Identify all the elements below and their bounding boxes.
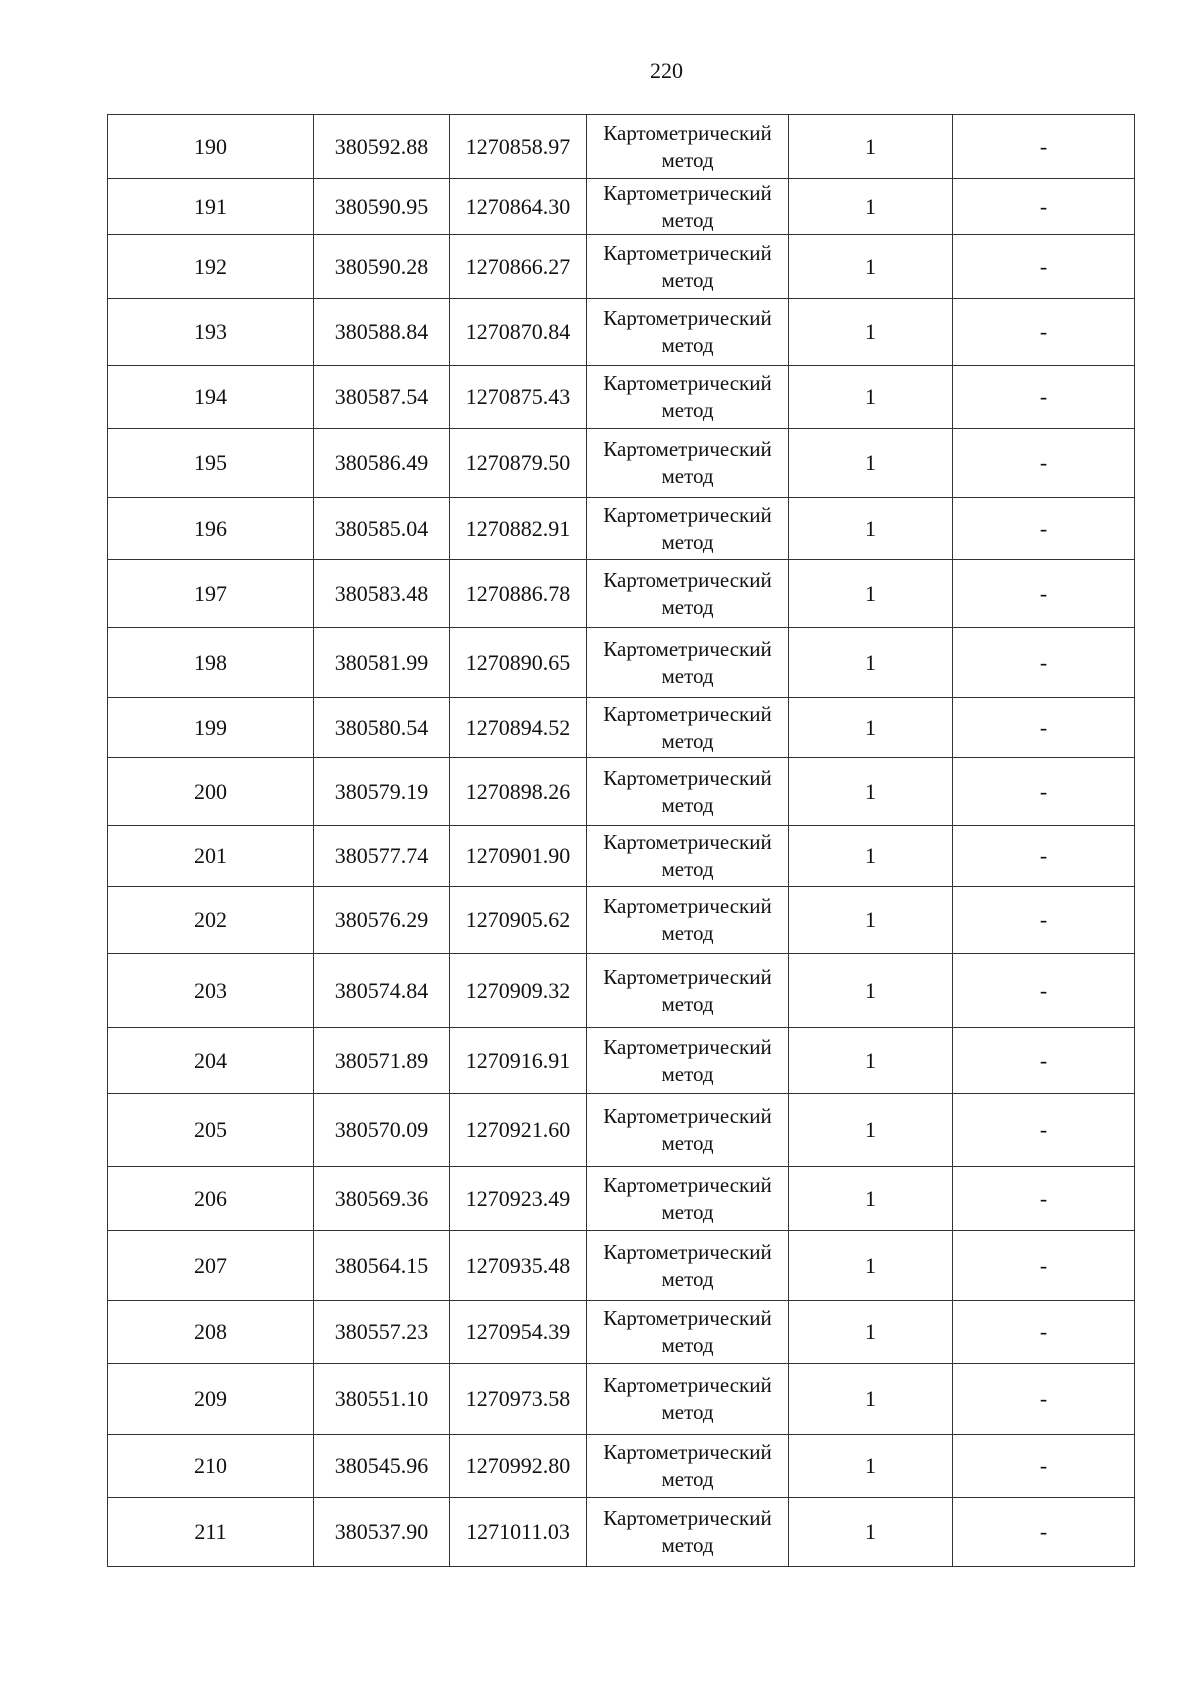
note-cell: - (953, 560, 1135, 628)
note-cell: - (953, 235, 1135, 299)
point-number-cell: 207 (108, 1231, 314, 1301)
method-cell (587, 299, 789, 366)
method-cell (587, 1435, 789, 1498)
table-row (108, 1301, 1135, 1364)
method-cell (587, 628, 789, 698)
method-line-1: Картометрический (603, 636, 772, 661)
method-line-2: метод (661, 267, 714, 292)
note-cell: - (953, 1364, 1135, 1435)
y-coordinate-cell: 1270858.97 (450, 115, 587, 179)
accuracy-cell: 1 (789, 115, 953, 179)
point-number-cell: 191 (108, 179, 314, 235)
method-line-1: Картометрический (603, 1506, 772, 1530)
accuracy-cell: 1 (789, 1498, 953, 1567)
point-number-cell: 203 (108, 954, 314, 1028)
note-cell: - (953, 628, 1135, 698)
x-coordinate-cell: 380545.96 (314, 1435, 450, 1498)
table-row (108, 560, 1135, 628)
point-number-cell: 190 (108, 115, 314, 179)
method-line-2: метод (661, 857, 714, 881)
method-line-2: метод (661, 398, 714, 422)
note-cell: - (953, 826, 1135, 887)
y-coordinate-cell: 1270898.26 (450, 758, 587, 826)
method-line-2: метод (661, 529, 714, 554)
note-cell: - (953, 179, 1135, 235)
point-number-cell: 201 (108, 826, 314, 887)
note-cell: - (953, 698, 1135, 758)
method-line-1: Картометрический (603, 830, 772, 854)
method-line-1: Картометрический (603, 1104, 772, 1128)
y-coordinate-cell: 1270921.60 (450, 1094, 587, 1167)
x-coordinate-cell: 380590.95 (314, 179, 450, 235)
method-cell (587, 698, 789, 758)
y-coordinate-cell: 1270870.84 (450, 299, 587, 366)
method-cell (587, 1167, 789, 1231)
x-coordinate-cell: 380580.54 (314, 698, 450, 758)
y-coordinate-cell: 1270992.80 (450, 1435, 587, 1498)
table-row (108, 1167, 1135, 1231)
method-line-1: Картометрический (603, 1373, 772, 1397)
method-line-2: метод (661, 1061, 714, 1086)
method-line-2: метод (661, 1131, 714, 1155)
y-coordinate-cell: 1270894.52 (450, 698, 587, 758)
method-cell (587, 429, 789, 498)
x-coordinate-cell: 380557.23 (314, 1301, 450, 1364)
method-line-1: Картометрический (603, 437, 772, 461)
point-number-cell: 210 (108, 1435, 314, 1498)
method-line-2: метод (661, 1467, 714, 1491)
method-line-2: метод (661, 594, 714, 619)
accuracy-cell: 1 (789, 1167, 953, 1231)
y-coordinate-cell: 1270901.90 (450, 826, 587, 887)
table-row (108, 235, 1135, 299)
accuracy-cell: 1 (789, 429, 953, 498)
method-line-1: Картометрический (603, 120, 772, 145)
method-cell (587, 1094, 789, 1167)
method-cell (587, 179, 789, 235)
method-line-2: метод (661, 1266, 714, 1291)
point-number-cell: 204 (108, 1028, 314, 1094)
method-line-2: метод (661, 1199, 714, 1224)
y-coordinate-cell: 1270875.43 (450, 366, 587, 429)
x-coordinate-cell: 380588.84 (314, 299, 450, 366)
table-row (108, 179, 1135, 235)
method-line-1: Картометрический (603, 765, 772, 790)
method-line-1: Картометрический (603, 964, 772, 989)
table-row (108, 887, 1135, 954)
table-row (108, 366, 1135, 429)
method-cell (587, 1364, 789, 1435)
table-row (108, 826, 1135, 887)
method-line-1: Картометрический (603, 1440, 772, 1464)
note-cell: - (953, 1094, 1135, 1167)
accuracy-cell: 1 (789, 1231, 953, 1301)
method-cell (587, 366, 789, 429)
table-row (108, 1364, 1135, 1435)
point-number-cell: 193 (108, 299, 314, 366)
note-cell: - (953, 1498, 1135, 1567)
accuracy-cell: 1 (789, 235, 953, 299)
point-number-cell: 196 (108, 498, 314, 560)
x-coordinate-cell: 380581.99 (314, 628, 450, 698)
y-coordinate-cell: 1270890.65 (450, 628, 587, 698)
method-line-1: Картометрический (603, 1306, 772, 1330)
method-cell (587, 954, 789, 1028)
y-coordinate-cell: 1270935.48 (450, 1231, 587, 1301)
point-number-cell: 205 (108, 1094, 314, 1167)
method-line-2: метод (661, 792, 714, 817)
point-number-cell: 208 (108, 1301, 314, 1364)
x-coordinate-cell: 380564.15 (314, 1231, 450, 1301)
x-coordinate-cell: 380586.49 (314, 429, 450, 498)
method-line-1: Картометрический (603, 240, 772, 265)
y-coordinate-cell: 1270916.91 (450, 1028, 587, 1094)
method-cell (587, 498, 789, 560)
x-coordinate-cell: 380571.89 (314, 1028, 450, 1094)
point-number-cell: 192 (108, 235, 314, 299)
accuracy-cell: 1 (789, 1094, 953, 1167)
y-coordinate-cell: 1270954.39 (450, 1301, 587, 1364)
method-line-1: Картометрический (603, 1034, 772, 1059)
table-row (108, 1498, 1135, 1567)
note-cell: - (953, 429, 1135, 498)
method-cell (587, 1028, 789, 1094)
y-coordinate-cell: 1270886.78 (450, 560, 587, 628)
method-cell (587, 1301, 789, 1364)
x-coordinate-cell: 380579.19 (314, 758, 450, 826)
method-line-2: метод (661, 1333, 714, 1357)
method-line-2: метод (661, 921, 714, 945)
method-line-1: Картометрический (603, 894, 772, 918)
note-cell: - (953, 115, 1135, 179)
point-number-cell: 194 (108, 366, 314, 429)
x-coordinate-cell: 380587.54 (314, 366, 450, 429)
x-coordinate-cell: 380574.84 (314, 954, 450, 1028)
accuracy-cell: 1 (789, 560, 953, 628)
table-row (108, 299, 1135, 366)
y-coordinate-cell: 1270973.58 (450, 1364, 587, 1435)
y-coordinate-cell: 1270879.50 (450, 429, 587, 498)
point-number-cell: 200 (108, 758, 314, 826)
coordinates-table-body (108, 115, 1135, 1567)
method-line-2: метод (661, 464, 714, 488)
table-row (108, 429, 1135, 498)
note-cell: - (953, 1435, 1135, 1498)
point-number-cell: 211 (108, 1498, 314, 1567)
accuracy-cell: 1 (789, 498, 953, 560)
method-line-1: Картометрический (603, 502, 772, 527)
method-line-1: Картометрический (603, 1239, 772, 1264)
y-coordinate-cell: 1270882.91 (450, 498, 587, 560)
x-coordinate-cell: 380583.48 (314, 560, 450, 628)
y-coordinate-cell: 1270866.27 (450, 235, 587, 299)
y-coordinate-cell: 1271011.03 (450, 1498, 587, 1567)
x-coordinate-cell: 380585.04 (314, 498, 450, 560)
y-coordinate-cell: 1270864.30 (450, 179, 587, 235)
note-cell: - (953, 887, 1135, 954)
method-line-1: Картометрический (603, 180, 772, 205)
note-cell: - (953, 758, 1135, 826)
table-row (108, 115, 1135, 179)
method-line-2: метод (661, 991, 714, 1016)
table-row (108, 1435, 1135, 1498)
point-number-cell: 202 (108, 887, 314, 954)
method-line-2: метод (661, 1400, 714, 1424)
x-coordinate-cell: 380590.28 (314, 235, 450, 299)
accuracy-cell: 1 (789, 698, 953, 758)
method-cell (587, 560, 789, 628)
method-cell (587, 758, 789, 826)
method-line-2: метод (661, 147, 714, 172)
point-number-cell: 199 (108, 698, 314, 758)
x-coordinate-cell: 380576.29 (314, 887, 450, 954)
method-cell (587, 235, 789, 299)
method-line-1: Картометрический (603, 306, 772, 330)
accuracy-cell: 1 (789, 299, 953, 366)
accuracy-cell: 1 (789, 628, 953, 698)
table-row (108, 1028, 1135, 1094)
method-line-1: Картометрический (603, 567, 772, 592)
accuracy-cell: 1 (789, 1301, 953, 1364)
table-row (108, 628, 1135, 698)
accuracy-cell: 1 (789, 758, 953, 826)
table-row (108, 758, 1135, 826)
y-coordinate-cell: 1270909.32 (450, 954, 587, 1028)
x-coordinate-cell: 380551.10 (314, 1364, 450, 1435)
method-cell (587, 826, 789, 887)
table-row (108, 1231, 1135, 1301)
y-coordinate-cell: 1270923.49 (450, 1167, 587, 1231)
x-coordinate-cell: 380577.74 (314, 826, 450, 887)
x-coordinate-cell: 380592.88 (314, 115, 450, 179)
method-line-2: метод (661, 207, 714, 232)
note-cell: - (953, 1167, 1135, 1231)
accuracy-cell: 1 (789, 887, 953, 954)
table-row (108, 954, 1135, 1028)
method-line-2: метод (661, 663, 714, 688)
method-cell (587, 115, 789, 179)
x-coordinate-cell: 380569.36 (314, 1167, 450, 1231)
point-number-cell: 198 (108, 628, 314, 698)
note-cell: - (953, 366, 1135, 429)
note-cell: - (953, 1301, 1135, 1364)
accuracy-cell: 1 (789, 366, 953, 429)
point-number-cell: 197 (108, 560, 314, 628)
method-cell (587, 1231, 789, 1301)
note-cell: - (953, 498, 1135, 560)
note-cell: - (953, 299, 1135, 366)
note-cell: - (953, 1231, 1135, 1301)
page-number: 220 (650, 58, 683, 83)
accuracy-cell: 1 (789, 1028, 953, 1094)
accuracy-cell: 1 (789, 1435, 953, 1498)
accuracy-cell: 1 (789, 1364, 953, 1435)
method-line-1: Картометрический (603, 1172, 772, 1197)
method-line-1: Картометрический (603, 371, 772, 395)
y-coordinate-cell: 1270905.62 (450, 887, 587, 954)
method-cell (587, 1498, 789, 1567)
accuracy-cell: 1 (789, 179, 953, 235)
method-line-2: метод (661, 1533, 714, 1557)
method-line-2: метод (661, 333, 714, 357)
point-number-cell: 206 (108, 1167, 314, 1231)
accuracy-cell: 1 (789, 826, 953, 887)
x-coordinate-cell: 380537.90 (314, 1498, 450, 1567)
x-coordinate-cell: 380570.09 (314, 1094, 450, 1167)
table-row (108, 498, 1135, 560)
method-line-1: Картометрический (603, 701, 772, 726)
accuracy-cell: 1 (789, 954, 953, 1028)
note-cell: - (953, 1028, 1135, 1094)
method-line-2: метод (661, 728, 714, 753)
point-number-cell: 209 (108, 1364, 314, 1435)
coordinates-table (107, 114, 1135, 1567)
method-cell (587, 887, 789, 954)
table-row (108, 1094, 1135, 1167)
point-number-cell: 195 (108, 429, 314, 498)
note-cell: - (953, 954, 1135, 1028)
table-row (108, 698, 1135, 758)
